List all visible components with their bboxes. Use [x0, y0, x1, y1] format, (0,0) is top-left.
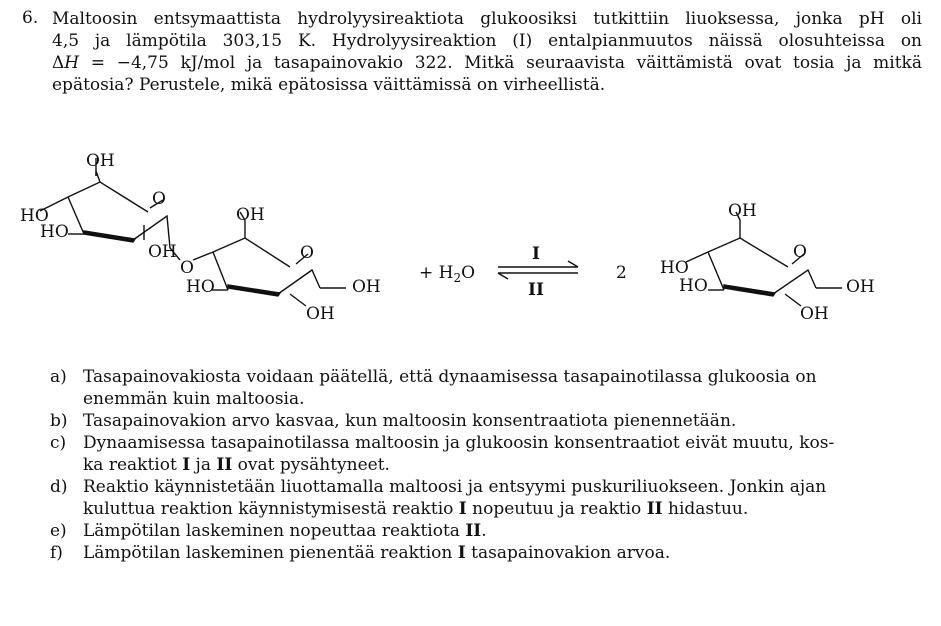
plus-water: + $H_2O$	[419, 263, 476, 285]
maltose-ho-left: HO	[20, 206, 49, 226]
option-d-line-1: Reaktio käynnistetään liuottamalla maltoosi ja entsyymi puskuriliuokseen. Jonkin ajan	[83, 477, 827, 497]
question-line-2: 4,5 ja lämpötila 303,15 K. Hydrolyysireaktion (I) entalpianmuutos näissä olosuhteissa on	[52, 31, 922, 51]
question-line-1: Maltoosin entsymaattista hydrolyysireaktiota glukoosiksi tutkittiin liuoksessa, jonka pH oli	[52, 9, 922, 29]
question-number: 6.	[22, 8, 39, 28]
option-e	[50, 520, 890, 542]
option-e-line-1: Lämpötilan laskeminen nopeuttaa reaktiota II.	[83, 521, 487, 541]
option-a-line-2: enemmän kuin maltoosia.	[83, 389, 305, 409]
option-c-line-1: Dynaamisessa tasapainotilassa maltoosin ja glukoosin konsentraatiot eivät muutu, kos-	[83, 433, 835, 453]
maltose-oh-top2: OH	[236, 205, 265, 225]
arrow-reverse-label: II	[528, 280, 544, 300]
option-label: e)	[50, 521, 67, 541]
option-f-line-1: Lämpötilan laskeminen pienentää reaktion I tasapainovakion arvoa.	[83, 543, 671, 563]
maltose-oh-mid: OH	[148, 242, 177, 262]
maltose-oh-bottom: OH	[306, 304, 335, 324]
glucose-labels	[660, 201, 875, 324]
maltose-oh-right: OH	[352, 277, 381, 297]
enthalpy-symbol: H	[64, 53, 80, 73]
option-label: a)	[50, 367, 67, 387]
option-a	[50, 366, 890, 410]
glucose-oh-bottom: OH	[800, 304, 829, 324]
option-a-line-1: Tasapainovakiosta voidaan päätellä, että dynaamisessa tasapainotilassa glukoosia on	[83, 367, 817, 387]
question-line-3	[52, 52, 922, 74]
delta-symbol: Δ	[52, 53, 65, 73]
maltose-link-o: O	[180, 258, 194, 278]
maltose-ring-o2: O	[300, 243, 314, 263]
glucose-ring-o: O	[793, 242, 807, 262]
option-b	[50, 410, 890, 432]
option-label: d)	[50, 477, 68, 497]
glucose-ho-left2: HO	[679, 276, 708, 296]
glucose-ho-left: HO	[660, 258, 689, 278]
option-label: b)	[50, 411, 68, 431]
option-label: c)	[50, 433, 67, 453]
arrow-forward-label: I	[532, 244, 540, 264]
reaction-scheme	[0, 140, 941, 350]
options-list	[50, 366, 890, 564]
option-f	[50, 542, 890, 564]
option-b-line-1: Tasapainovakion arvo kasvaa, kun maltoosin konsentraatiota pienennetään.	[83, 411, 737, 431]
question-line-4: epätosia? Perustele, mikä epätosissa väittämissä on virheellistä.	[52, 75, 606, 95]
maltose-ho-left3: HO	[186, 277, 215, 297]
option-c	[50, 432, 890, 476]
option-d	[50, 476, 890, 520]
maltose-oh-top: OH	[86, 151, 115, 171]
question-text	[52, 8, 922, 96]
maltose-ho-left2: HO	[40, 222, 69, 242]
glucose-oh-right: OH	[846, 277, 875, 297]
maltose-labels	[20, 151, 381, 324]
glucose-structure	[686, 212, 842, 306]
maltose-ring-o1: O	[152, 189, 166, 209]
glucose-oh-top: OH	[728, 201, 757, 221]
glucose-coefficient: 2	[616, 263, 627, 283]
option-label: f)	[50, 543, 63, 563]
question-line-3-rest: = −4,75 kJ/mol ja tasapainovakio 322. Mitkä seuraavista väittämistä ovat tosia ja mitkä	[79, 53, 922, 73]
option-d-line-2: kuluttua reaktion käynnistymisestä reaktio I nopeutuu ja reaktio II hidastuu.	[83, 499, 749, 519]
option-c-line-2: ka reaktiot I ja II ovat pysähtyneet.	[83, 455, 390, 475]
